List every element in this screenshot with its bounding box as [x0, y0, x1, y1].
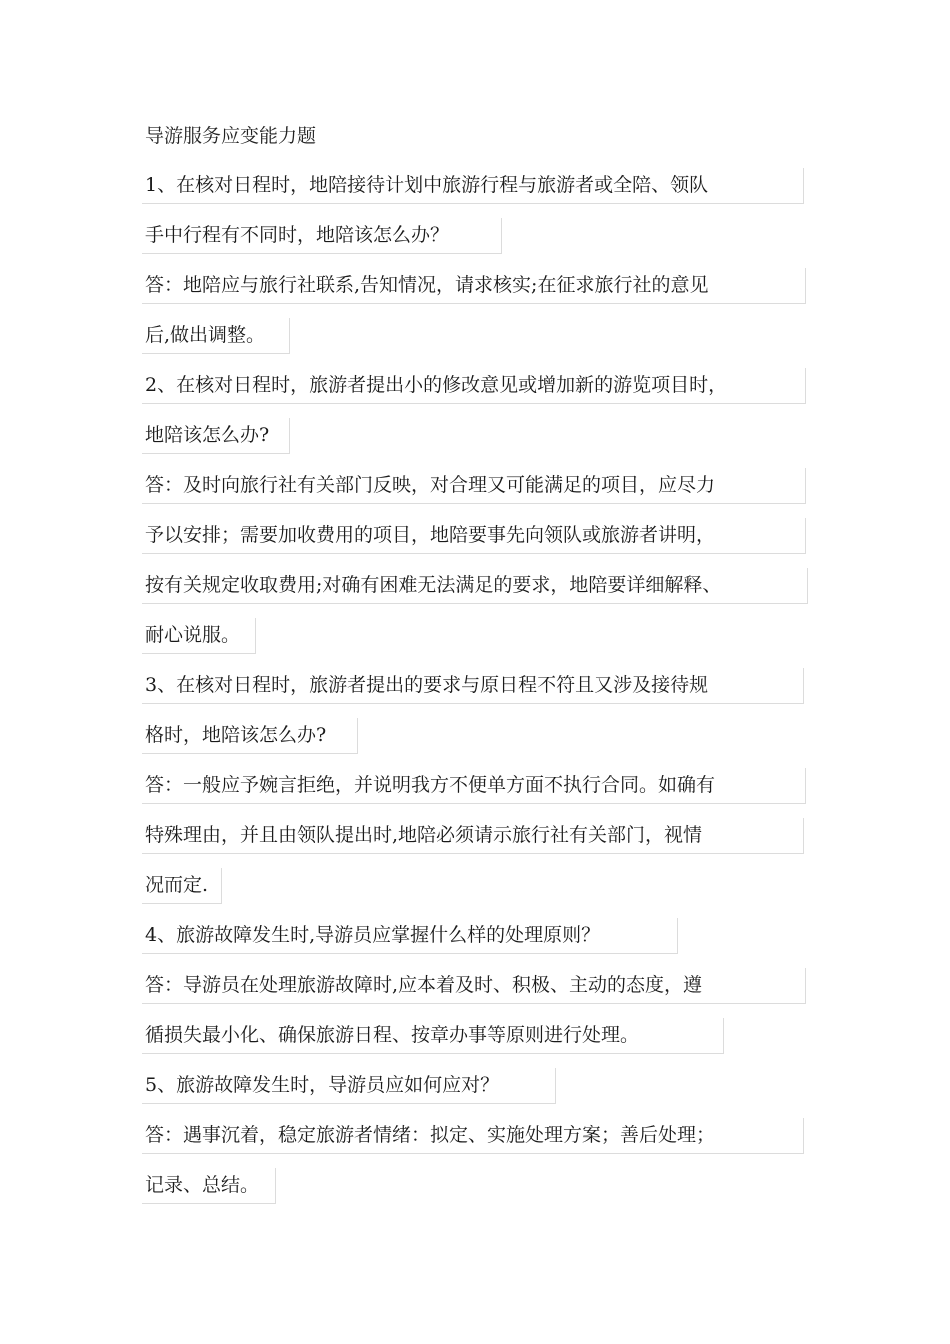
text-line: 5、旅游故障发生时，导游员应如何应对？ — [142, 1068, 556, 1104]
text-line: 按有关规定收取费用;对确有困难无法满足的要求，地陪要详细解释、 — [142, 568, 808, 604]
text-line: 1、在核对日程时，地陪接待计划中旅游行程与旅游者或全陪、领队 — [142, 168, 804, 204]
text-line: 答：及时向旅行社有关部门反映，对合理又可能满足的项目，应尽力 — [142, 468, 806, 504]
text-line: 答：导游员在处理旅游故障时,应本着及时、积极、主动的态度，遵 — [142, 968, 806, 1004]
text-line: 况而定. — [142, 868, 222, 904]
text-line: 答：地陪应与旅行社联系,告知情况，请求核实;在征求旅行社的意见 — [142, 268, 806, 304]
text-line: 格时，地陪该怎么办? — [142, 718, 358, 754]
text-line: 4、旅游故障发生时,导游员应掌握什么样的处理原则？ — [142, 918, 678, 954]
text-line: 予以安排；需要加收费用的项目，地陪要事先向领队或旅游者讲明， — [142, 518, 806, 554]
text-line: 答：遇事沉着，稳定旅游者情绪：拟定、实施处理方案；善后处理； — [142, 1118, 804, 1154]
text-line: 特殊理由，并且由领队提出时,地陪必须请示旅行社有关部门，视情 — [142, 818, 804, 854]
text-line: 3、在核对日程时，旅游者提出的要求与原日程不符且又涉及接待规 — [142, 668, 804, 704]
text-line: 记录、总结。 — [142, 1168, 276, 1204]
text-line: 耐心说服。 — [142, 618, 256, 654]
document-title: 导游服务应变能力题 — [145, 125, 317, 147]
text-line: 手中行程有不同时，地陪该怎么办？ — [142, 218, 502, 254]
text-line: 后,做出调整。 — [142, 318, 290, 354]
text-line: 答：一般应予婉言拒绝，并说明我方不便单方面不执行合同。如确有 — [142, 768, 806, 804]
text-line: 2、在核对日程时，旅游者提出小的修改意见或增加新的游览项目时， — [142, 368, 806, 404]
text-line: 地陪该怎么办? — [142, 418, 290, 454]
text-line: 循损失最小化、确保旅游日程、按章办事等原则进行处理。 — [142, 1018, 724, 1054]
